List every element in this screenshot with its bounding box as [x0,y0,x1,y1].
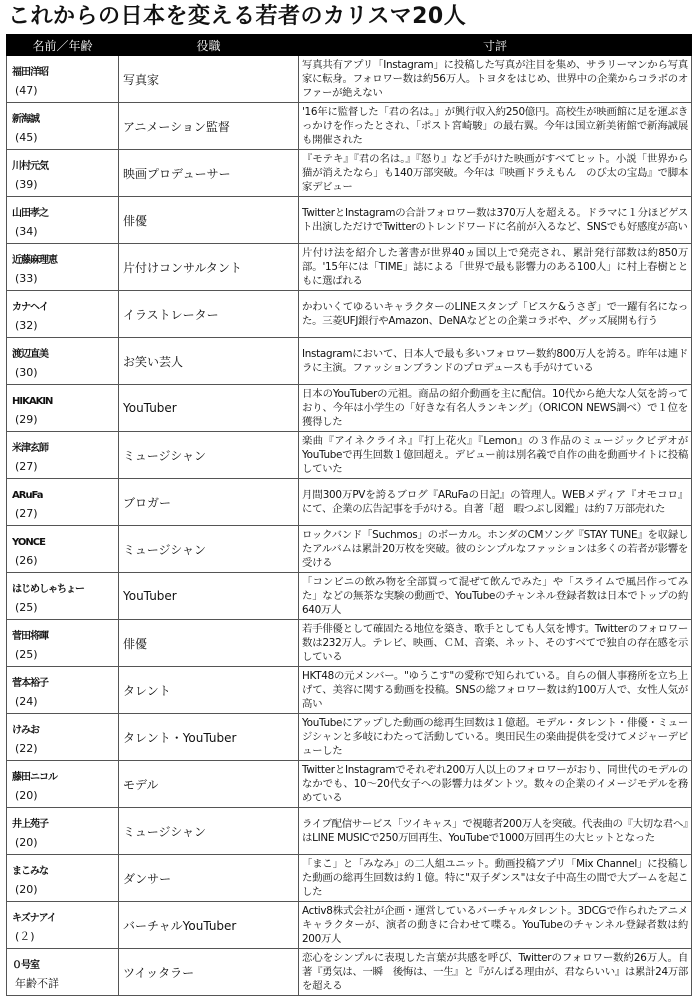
person-name: 米津玄師 [12,442,48,454]
table-row [7,808,692,855]
name-cell [7,526,119,573]
role-cell: YouTuber [119,573,299,620]
name-cell [7,291,119,338]
person-name: 近藤麻理恵 [12,254,57,266]
charisma-table [6,34,692,996]
role-cell: イラストレーター [119,291,299,338]
table-row [7,902,692,949]
role-cell: ミュージシャン [119,432,299,479]
comment-cell: Activ8株式会社が企画・運営しているバーチャルタレント。3DCGで作られたアニメキャラクターが、演者の動きに合わせて喋る。YouTubeのチャンネル登録者数は約200万人 [299,902,692,949]
comment-cell: HKT48の元メンバー。"ゆうこす"の愛称で知られている。自らの個人事務所を立ち上げて、美容に関する動画を投稿。SNSの総フォロワー数は約100万人で、女性人気が高い [299,667,692,714]
person-name: 菅田将暉 [12,630,48,642]
header-role: 役職 [119,35,299,56]
name-cell [7,855,119,902]
person-name: キズナアイ [12,912,56,924]
table-row [7,667,692,714]
person-age: (33) [15,271,38,285]
person-age: (26) [15,553,38,567]
role-cell: ツイッタラー [119,949,299,996]
person-age: (24) [15,694,38,708]
name-cell [7,808,119,855]
comment-cell: '16年に監督した「君の名は。」が興行収入約250億円。高校生が映画館に足を運ぶきっかけを作ったとされ、「ポスト宮崎駿」の最右翼。今年は国立新美術館で新海誠展も開催された [299,103,692,150]
name-cell [7,902,119,949]
table-row [7,573,692,620]
person-name: 川村元気 [12,160,48,172]
person-name: YONCE [12,536,45,548]
person-age: (25) [15,647,38,661]
role-cell: 写真家 [119,56,299,103]
person-age: (39) [15,177,38,191]
comment-cell: ライブ配信サービス「ツイキャス」で視聴者200万人を突破。代表曲の『大切な君へ』はLINE MUSICで250万回再生、YouTubeで1000万回再生の大ヒットとなった [299,808,692,855]
table-row [7,385,692,432]
table-row [7,338,692,385]
table-row [7,714,692,761]
person-name: カナヘイ [12,301,48,313]
person-age: (29) [15,412,38,426]
table-header-row [7,35,692,56]
name-cell [7,197,119,244]
name-cell [7,667,119,714]
person-age: (34) [15,224,38,238]
role-cell: アニメーション監督 [119,103,299,150]
role-cell: お笑い芸人 [119,338,299,385]
person-age: (２) [15,929,35,943]
comment-cell: 「コンビニの飲み物を全部買って混ぜて飲んでみた」や「スライムで風呂作ってみた」などの無茶な実験の動画で、YouTubeのチャンネル登録者数は日本でトップの約640万人 [299,573,692,620]
comment-cell: TwitterとInstagramでそれぞれ200万人以上のフォロワーがおり、同世代のモデルのなかでも、10〜20代女子への影響力はダントツ。数々の企業のイメージモデルを務めている [299,761,692,808]
person-age: 年齢不詳 [15,976,59,990]
comment-cell: 『モテキ』『君の名は。』『怒り』など手がけた映画がすべてヒット。小説「世界から猫が消えたなら」も140万部突破。今年は『映画ドラえもん のび太の宝島』で脚本家デビュー [299,150,692,197]
person-name: 井上苑子 [12,818,48,830]
header-name: 名前／年齢 [7,35,119,56]
table-row [7,620,692,667]
table-row [7,197,692,244]
name-cell [7,103,119,150]
comment-cell: 若手俳優として確固たる地位を築き、歌手としても人気を博す。Twitterのフォロワー数は232万人。テレビ、映画、ＣＭ、音楽、ネット、そのすべてで独自の存在感を示している [299,620,692,667]
comment-cell: TwitterとInstagramの合計フォロワー数は370万人を超える。ドラマに１分ほどゲスト出演しただけでTwitterのトレンドワードに名前が入るなど、SNSでも好感度が高い [299,197,692,244]
role-cell: YouTuber [119,385,299,432]
person-age: (27) [15,459,38,473]
person-age: (47) [15,83,38,97]
comment-cell: 恋心をシンプルに表現した言葉が共感を呼び、Twitterのフォロワー数約26万人。自著『勇気は、一瞬 後悔は、一生』と『がんばる理由が、君ならいい』は累計24万部を超える [299,949,692,996]
table-row [7,526,692,573]
person-name: はじめしゃちょー [12,583,84,595]
comment-cell: 片付け法を紹介した著書が世界40ヵ国以上で発売され、累計発行部数は約850万部。'15年には「TIME」誌による「世界で最も影響力のある100人」に村上春樹とともに選ばれる [299,244,692,291]
table-row [7,479,692,526]
table-row [7,56,692,103]
name-cell [7,949,119,996]
table-row [7,761,692,808]
role-cell: バーチャルYouTuber [119,902,299,949]
table-row [7,949,692,996]
name-cell [7,620,119,667]
table-row [7,432,692,479]
comment-cell: Instagramにおいて、日本人で最も多いフォロワー数約800万人を誇る。昨年は連ドラに主演。ファッションブランドのプロデュースも手がけている [299,338,692,385]
name-cell [7,150,119,197]
person-name: 渡辺直美 [12,348,48,360]
person-age: (20) [15,788,38,802]
person-age: (27) [15,506,38,520]
person-name: HIKAKIN [12,395,53,407]
role-cell: 映画プロデューサー [119,150,299,197]
person-age: (20) [15,882,38,896]
person-age: (20) [15,835,38,849]
comment-cell: 日本のYouTuberの元祖。商品の紹介動画を主に配信。10代から絶大な人気を誇っており、今年は小学生の「好きな有名人ランキング」（ORICON NEWS調べ）で１位を獲得した [299,385,692,432]
table-row [7,244,692,291]
name-cell [7,56,119,103]
person-name: 山田孝之 [12,207,48,219]
page-title: これからの日本を変える若者のカリスマ20人 [8,4,467,29]
person-age: (45) [15,130,38,144]
name-cell [7,385,119,432]
role-cell: ミュージシャン [119,526,299,573]
table-row [7,291,692,338]
role-cell: 俳優 [119,197,299,244]
comment-cell: 月間300万PVを誇るブログ『ARuFaの日記』の管理人。WEBメディア『オモコロ』にて、企業の広告記事を手がける。自著「超 暇つぶし図鑑」は約７万部売れた [299,479,692,526]
person-name: ARuFa [12,489,43,501]
person-name: ０号室 [12,959,39,971]
comment-cell: かわいくてゆるいキャラクターのLINEスタンプ「ピスケ&うさぎ」で一躍有名になった。三菱UFJ銀行やAmazon、DeNAなどとの企業コラボや、グッズ展開も行う [299,291,692,338]
name-cell [7,573,119,620]
role-cell: ブロガー [119,479,299,526]
comment-cell: 「まこ」と「みなみ」の二人組ユニット。動画投稿アプリ「Mix Channel」に投稿した動画の総再生回数は約１億。特に"双子ダンス"は女子中高生の間で大ブームを起こした [299,855,692,902]
role-cell: タレント [119,667,299,714]
comment-cell: 楽曲『アイネクライネ』『打上花火』『Lemon』の３作品のミュージックビデオがYouTubeで再生回数１億回超え。デビュー前は別名義で自作の曲を動画サイトに投稿していた [299,432,692,479]
name-cell [7,338,119,385]
name-cell [7,244,119,291]
role-cell: タレント・YouTuber [119,714,299,761]
name-cell [7,479,119,526]
person-age: (25) [15,600,38,614]
table-row [7,855,692,902]
header-comment: 寸評 [299,35,692,56]
role-cell: モデル [119,761,299,808]
name-cell [7,714,119,761]
person-age: (22) [15,741,38,755]
person-name: 新海誠 [12,113,39,125]
comment-cell: ロックバンド「Suchmos」のボーカル。ホンダのCMソング『STAY TUNE』を収録したアルバムは累計20万枚を突破。彼のシンプルなファッションは多くの若者が影響を受ける [299,526,692,573]
role-cell: ダンサー [119,855,299,902]
person-name: 菅本裕子 [12,677,48,689]
name-cell [7,432,119,479]
person-age: (30) [15,365,38,379]
role-cell: ミュージシャン [119,808,299,855]
person-name: 福田洋昭 [12,66,48,78]
role-cell: 片付けコンサルタント [119,244,299,291]
table-row [7,150,692,197]
comment-cell: YouTubeにアップした動画の総再生回数は１億超。モデル・タレント・俳優・ミュージシャンと多岐にわたって活動している。奥田民生の楽曲提供を受けてメジャーデビューした [299,714,692,761]
role-cell: 俳優 [119,620,299,667]
table-row [7,103,692,150]
person-name: まこみな [12,865,48,877]
name-cell [7,761,119,808]
person-age: (32) [15,318,38,332]
person-name: 藤田ニコル [12,771,57,783]
person-name: けみお [12,724,39,736]
comment-cell: 写真共有アプリ「Instagram」に投稿した写真が注目を集め、サラリーマンから写真家に転身。フォロワー数は約56万人。トヨタをはじめ、世界中の企業からコラボのオファーが絶えない [299,56,692,103]
